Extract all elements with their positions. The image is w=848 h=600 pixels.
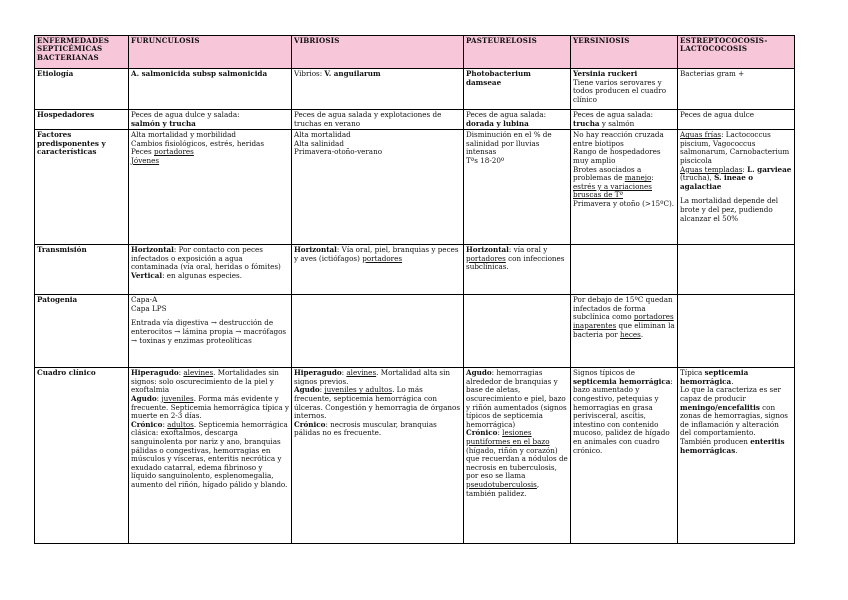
diseases-table: [34, 35, 795, 544]
header-row: [35, 36, 795, 69]
header-cell-yersiniosis: YERSINIOSIS: [571, 36, 678, 69]
cell-transmision-yersiniosis: [571, 245, 678, 295]
cell-hospedadores-yersiniosis: Peces de agua salada: trucha y salmón: [571, 110, 678, 130]
cell-hospedadores-estreptococosis: Peces de agua dulce: [678, 110, 795, 130]
cell-factores-estreptococosis: Aguas frías: Lactococcus piscium, Vagococcus salmonarum, Carnobacterium piscicola Aguas templadas: L. garvieae (trucha), S. ineae o agalactiae La mortalidad depende del brote y del pez, pudiendo alcanzar el 50%: [678, 130, 795, 245]
header-cell-diseases: ENFERMEDADES SEPTICÉMICAS BACTERIANAS: [35, 36, 129, 69]
cell-hospedadores-furunculosis: Peces de agua dulce y salada: salmón y trucha: [129, 110, 292, 130]
cell-etiologia-yersiniosis: Yersinia ruckeri Tiene varios serovares y todos producen el cuadro clínico: [571, 69, 678, 110]
cell-factores-pasteurelosis: Disminución en el % de salinidad por lluvias intensas Tªs 18-20º: [464, 130, 571, 245]
cell-cuadro-vibriosis: Hiperagudo: alevines. Mortalidad alta sin signos previos. Agudo: juveniles y adultos. Lo más frecuente, septicemia hemorrágica con úlceras. Congestión y hemorragia de órganos internos. Crónico: necrosis muscular, branquias pálidas no es frecuente.: [292, 368, 464, 544]
cell-transmision-furunculosis: Horizontal: Por contacto con peces infectados o exposición a agua contaminada (vía oral, heridas o fómites) Vertical: en algunas especies.: [129, 245, 292, 295]
row-label-factores: Factores predisponentes y características: [35, 130, 129, 245]
cell-patogenia-furunculosis: Capa-A Capa LPS Entrada vía digestiva → destrucción de enterocitos → lámina propia → macrófagos → toxinas y enzimas proteolíticas: [129, 295, 292, 368]
cell-cuadro-furunculosis: Hiperagudo: alevines. Mortalidades sin signos: solo oscurecimiento de la piel y exoftalmia Agudo: juveniles. Forma más evidente y frecuente. Septicemia hemorrágica típica y muerte en 2-3 días. Crónico: adultos. Septicemia hemorrágica clásica: exoftalmos, descarga sanguinolenta por nariz y ano, branquias pálidas o congestivas, hemorragias en músculos y vísceras, enteritis necrótica y exudado catarral, edema fibrinoso y líquido sanguinolento, esplenomegalia, aumento del riñón, hígado pálido y blando.: [129, 368, 292, 544]
header-cell-vibriosis: VIBRIOSIS: [292, 36, 464, 69]
row-cuadro-clinico: [35, 368, 795, 544]
cell-hospedadores-vibriosis: Peces de agua salada y explotaciones de truchas en verano: [292, 110, 464, 130]
row-transmision: [35, 245, 795, 295]
cell-factores-furunculosis: Alta mortalidad y morbilidad Cambios fisiológicos, estrés, heridas Peces portadores Jóvenes: [129, 130, 292, 245]
cell-patogenia-estreptococosis: [678, 295, 795, 368]
cell-cuadro-pasteurelosis: Agudo: hemorragias alrededor de branquias y base de aletas, oscurecimiento e piel, bazo y riñón aumentados (signos típicos de septicemia hemorrágica) Crónico: lesiones puntiformes en el bazo (hígado, riñón y corazón) que recuerdan a nódulos de necrosis en tuberculosis, por eso se llama pseudotuberculosis, también palidez.: [464, 368, 571, 544]
row-label-patogenia: Patogenia: [35, 295, 129, 368]
cell-etiologia-estreptococosis: Bacterias gram +: [678, 69, 795, 110]
cell-patogenia-vibriosis: [292, 295, 464, 368]
cell-etiologia-vibriosis: Vibrios: V. anguilarum: [292, 69, 464, 110]
cell-patogenia-yersiniosis: Por debajo de 15ºC quedan infectados de forma subclínica como portadores inaparentes que eliminan la bacteria por heces.: [571, 295, 678, 368]
header-cell-estreptococosis: ESTREPTOCOCOSIS-LACTOCOCOSIS: [678, 36, 795, 69]
cell-transmision-vibriosis: Horizontal: Vía oral, piel, branquias y peces y aves (ictiófagos) portadores: [292, 245, 464, 295]
row-factores: [35, 130, 795, 245]
cell-hospedadores-pasteurelosis: Peces de agua salada: dorada y lubina: [464, 110, 571, 130]
header-cell-pasteurelosis: PASTEURELOSIS: [464, 36, 571, 69]
cell-transmision-estreptococosis: [678, 245, 795, 295]
row-label-hospedadores: Hospedadores: [35, 110, 129, 130]
cell-factores-yersiniosis: No hay reacción cruzada entre biotipos Rango de hospedadores muy amplio Brotes asociados a problemas de manejo: estrés y a variaciones bruscas de Tª Primavera y otoño (>15ºC).: [571, 130, 678, 245]
row-hospedadores: [35, 110, 795, 130]
row-label-transmision: Transmisión: [35, 245, 129, 295]
cell-patogenia-pasteurelosis: [464, 295, 571, 368]
row-label-cuadro-clinico: Cuadro clínico: [35, 368, 129, 544]
row-patogenia: [35, 295, 795, 368]
header-cell-furunculosis: FURUNCULOSIS: [129, 36, 292, 69]
row-label-etiologia: Etiología: [35, 69, 129, 110]
cell-etiologia-pasteurelosis: Photobacterium damseae: [464, 69, 571, 110]
cell-cuadro-yersiniosis: Signos típicos de septicemia hemorrágica: bazo aumentado y congestivo, petequias y hemorragias en grasa perivisceral, ascitis, intestino con contenido mucoso, palidez de hígado en animales con cuadro crónico.: [571, 368, 678, 544]
row-etiologia: [35, 69, 795, 110]
cell-cuadro-estreptococosis: Típica septicemia hemorrágica. Lo que la caracteriza es ser capaz de producir meningo/encefalitis con zonas de hemorragias, signos de inflamación y alteración del comportamiento. También producen enteritis hemorrágicas.: [678, 368, 795, 544]
cell-factores-vibriosis: Alta mortalidad Alta salinidad Primavera-otoño-verano: [292, 130, 464, 245]
cell-transmision-pasteurelosis: Horizontal: vía oral y portadores con infecciones subclínicas.: [464, 245, 571, 295]
cell-etiologia-furunculosis: A. salmonicida subsp salmonicida: [129, 69, 292, 110]
